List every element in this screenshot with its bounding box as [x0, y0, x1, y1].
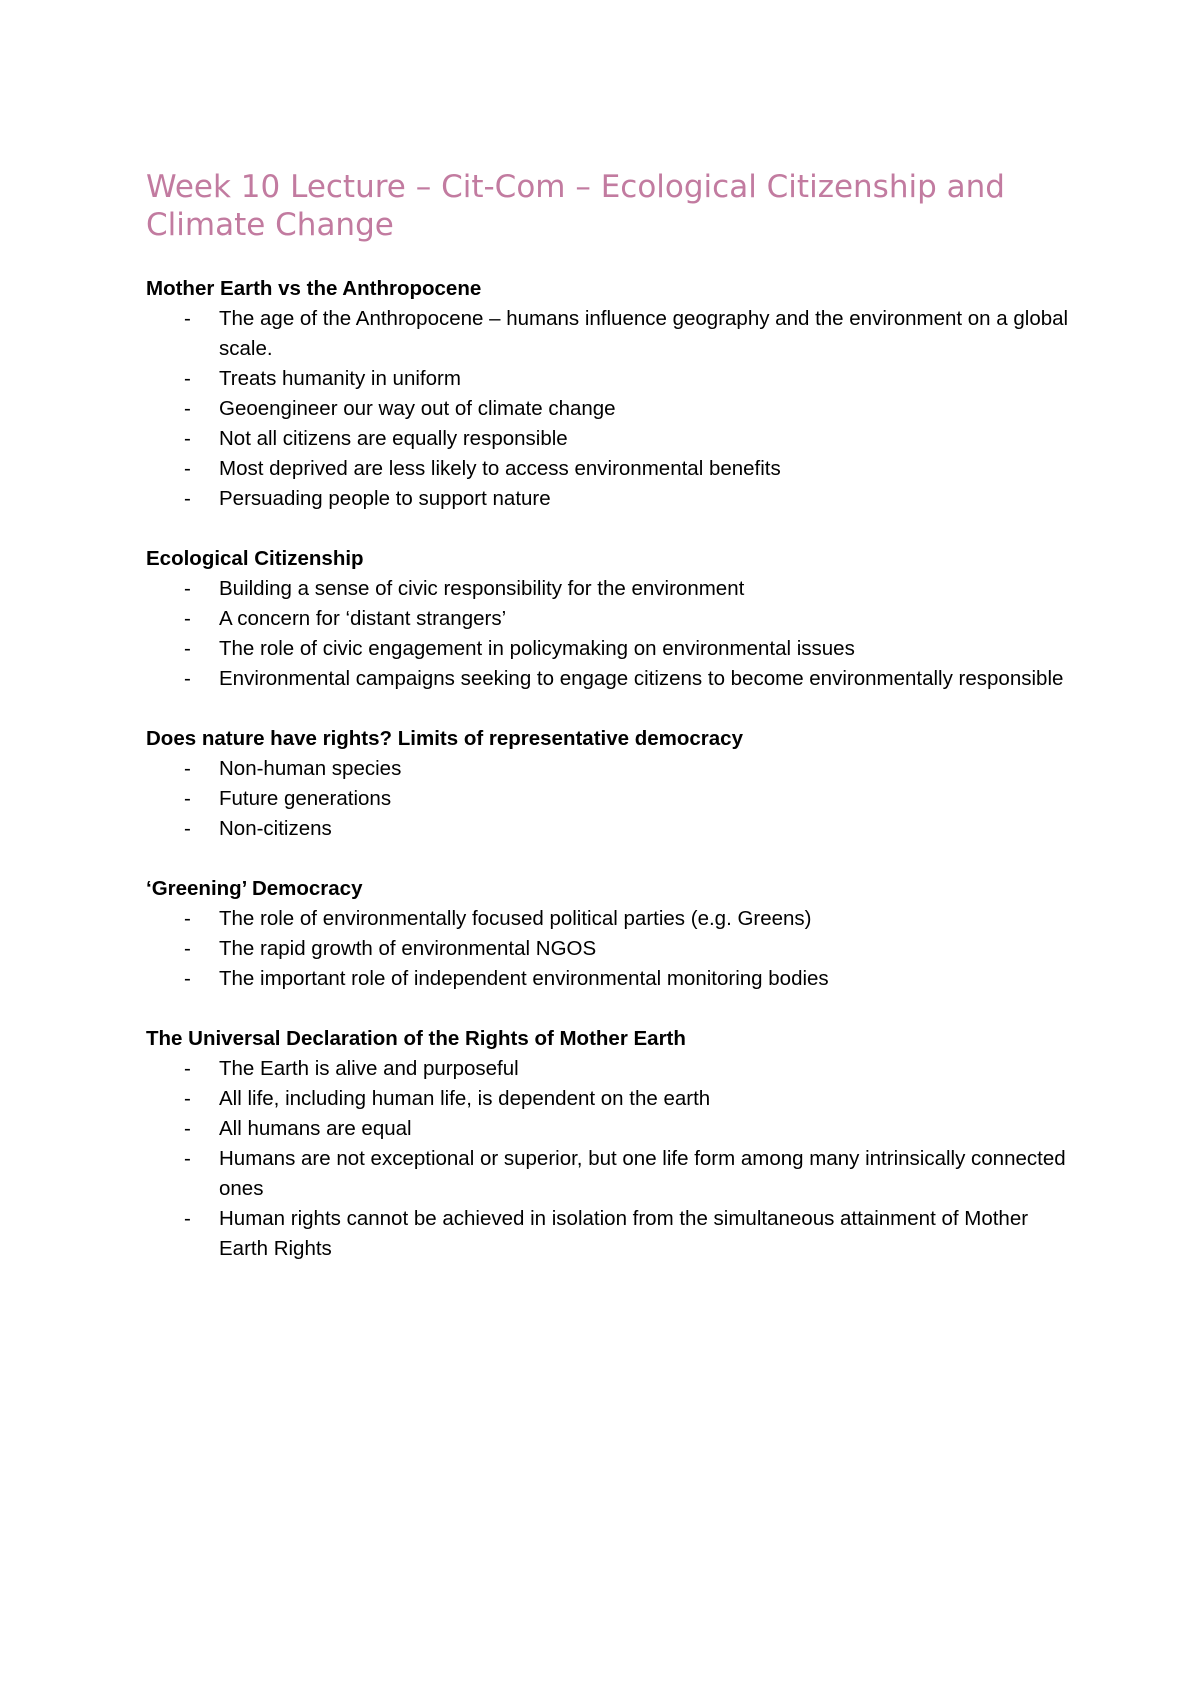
- list-item: [146, 364, 1076, 394]
- dash-marker: -: [184, 1087, 191, 1110]
- list-item-text: Building a sense of civic responsibility for the environment: [219, 577, 745, 600]
- dash-marker: -: [184, 607, 191, 630]
- dash-marker: -: [184, 577, 191, 600]
- list-item: [146, 424, 1076, 454]
- dash-marker: -: [184, 487, 191, 510]
- dash-marker: -: [184, 937, 191, 960]
- list-item-text: Most deprived are less likely to access environmental benefits: [219, 457, 781, 480]
- section-does-nature-have-rights: [146, 724, 1076, 844]
- list-item-text: Treats humanity in uniform: [219, 367, 461, 390]
- section-heading: ‘Greening’ Democracy: [146, 877, 363, 900]
- list-item: [146, 1084, 1076, 1114]
- list-item-text: Not all citizens are equally responsible: [219, 427, 568, 450]
- dash-marker: -: [184, 307, 191, 330]
- list-item-text: Humans are not exceptional or superior, but one life form among many intrinsically connected ones: [219, 1147, 1066, 1200]
- list-item-text: Environmental campaigns seeking to engage citizens to become environmentally responsible: [219, 667, 1064, 690]
- dash-marker: -: [184, 967, 191, 990]
- list-item: [146, 604, 1076, 634]
- dash-marker: -: [184, 1147, 191, 1170]
- dash-marker: -: [184, 907, 191, 930]
- list-item: [146, 574, 1076, 604]
- list-item-text: The important role of independent environmental monitoring bodies: [219, 967, 829, 990]
- list-item: [146, 454, 1076, 484]
- list-item-text: The age of the Anthropocene – humans influence geography and the environment on a global scale.: [219, 307, 1069, 360]
- dash-marker: -: [184, 1057, 191, 1080]
- list-item-text: The role of environmentally focused political parties (e.g. Greens): [219, 907, 812, 930]
- list-item: [146, 484, 1076, 514]
- bullet-list: [146, 904, 1076, 994]
- list-item: [146, 394, 1076, 424]
- list-item: [146, 664, 1076, 694]
- list-item: [146, 304, 1076, 364]
- document-title: Week 10 Lecture – Cit-Com – Ecological Citizenship and Climate Change: [146, 169, 1005, 243]
- dash-marker: -: [184, 667, 191, 690]
- list-item-text: The role of civic engagement in policymaking on environmental issues: [219, 637, 855, 660]
- list-item-text: Persuading people to support nature: [219, 487, 551, 510]
- section-mother-earth-vs-anthropocene: [146, 274, 1076, 514]
- list-item: [146, 1144, 1076, 1204]
- document-body: [146, 168, 1076, 1264]
- section-heading: Mother Earth vs the Anthropocene: [146, 277, 482, 300]
- list-item: [146, 634, 1076, 664]
- list-item: [146, 1114, 1076, 1144]
- list-item: [146, 784, 1076, 814]
- section-heading: Does nature have rights? Limits of representative democracy: [146, 727, 743, 750]
- bullet-list: [146, 754, 1076, 844]
- list-item: [146, 964, 1076, 994]
- bullet-list: [146, 1054, 1076, 1264]
- list-item: [146, 934, 1076, 964]
- list-item-text: All life, including human life, is dependent on the earth: [219, 1087, 711, 1110]
- list-item: [146, 1204, 1076, 1264]
- list-item: [146, 1054, 1076, 1084]
- dash-marker: -: [184, 367, 191, 390]
- list-item-text: Non-human species: [219, 757, 402, 780]
- dash-marker: -: [184, 637, 191, 660]
- list-item-text: Human rights cannot be achieved in isolation from the simultaneous attainment of Mother Earth Rights: [219, 1207, 1029, 1260]
- dash-marker: -: [184, 1117, 191, 1140]
- dash-marker: -: [184, 817, 191, 840]
- section-heading: The Universal Declaration of the Rights of Mother Earth: [146, 1027, 686, 1050]
- dash-marker: -: [184, 787, 191, 810]
- list-item: [146, 814, 1076, 844]
- list-item-text: The Earth is alive and purposeful: [219, 1057, 519, 1080]
- section-ecological-citizenship: [146, 544, 1076, 694]
- list-item: [146, 754, 1076, 784]
- section-universal-declaration-rights-mother-earth: [146, 1024, 1076, 1264]
- list-item-text: Geoengineer our way out of climate change: [219, 397, 616, 420]
- bullet-list: [146, 574, 1076, 694]
- list-item: [146, 904, 1076, 934]
- list-item-text: A concern for ‘distant strangers’: [219, 607, 507, 630]
- list-item-text: Non-citizens: [219, 817, 332, 840]
- section-greening-democracy: [146, 874, 1076, 994]
- section-heading: Ecological Citizenship: [146, 547, 364, 570]
- dash-marker: -: [184, 457, 191, 480]
- dash-marker: -: [184, 1207, 191, 1230]
- dash-marker: -: [184, 397, 191, 420]
- dash-marker: -: [184, 757, 191, 780]
- list-item-text: The rapid growth of environmental NGOS: [219, 937, 597, 960]
- dash-marker: -: [184, 427, 191, 450]
- list-item-text: All humans are equal: [219, 1117, 412, 1140]
- bullet-list: [146, 304, 1076, 514]
- list-item-text: Future generations: [219, 787, 392, 810]
